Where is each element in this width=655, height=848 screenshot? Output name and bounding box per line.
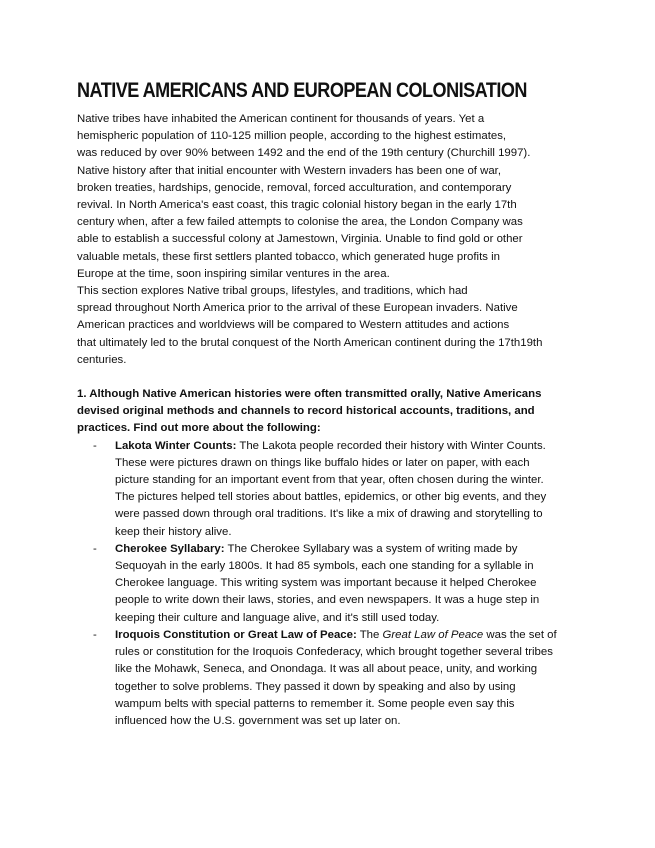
bullet-line: Cherokee language. This writing system was important because it helped Cherokee xyxy=(115,577,537,590)
bullet-line: keep their history alive. xyxy=(115,525,232,538)
intro-line: American practices and worldviews will be compared to Western attitudes and actions xyxy=(77,319,510,332)
bullet-line: people to write down their laws, stories, and even newspapers. It was a huge step in xyxy=(115,594,540,607)
intro-line: revival. In North America's east coast, this tragic colonial history began in the early 17th xyxy=(77,199,517,212)
bullet-line: like the Mohawk, Seneca, and Onondaga. It was all about peace, unity, and working xyxy=(115,663,538,676)
bullet-dash: - xyxy=(93,628,97,641)
paragraph-gap xyxy=(77,369,577,386)
bullet-italic-text: Great Law of Peace xyxy=(382,628,484,641)
intro-line: was reduced by over 90% between 1492 and the end of the 19th century (Churchill 1997). xyxy=(77,147,531,160)
bullet-line: The pictures helped tell stories about battles, epidemics, or other big events, and they xyxy=(115,491,547,504)
intro-line: century when, after a few failed attempts to colonise the area, the London Company was xyxy=(77,216,523,229)
bullet-line: together to solve problems. They passed it down by speaking and also by using xyxy=(115,680,516,693)
intro-paragraph xyxy=(77,111,577,369)
intro-line: broken treaties, hardships, genocide, removal, forced acculturation, and contemporary xyxy=(77,181,512,194)
bullet-list xyxy=(77,438,577,730)
bullet-line: were passed down through oral traditions. It's like a mix of drawing and storytelling to xyxy=(115,508,543,521)
bullet-line: Sequoyah in the early 1800s. It had 85 symbols, each one standing for a syllable in xyxy=(115,560,534,573)
bullet-text: was the set of xyxy=(483,628,557,641)
bullet-text: The xyxy=(356,628,383,641)
intro-line: that ultimately led to the brutal conquest of the North American continent during the 17th19th xyxy=(77,336,543,349)
intro-line: Native history after that initial encounter with Western invaders has been one of war, xyxy=(77,164,502,177)
intro-line: Native tribes have inhabited the American continent for thousands of years. Yet a xyxy=(77,113,485,125)
intro-line: This section explores Native tribal groups, lifestyles, and traditions, which had xyxy=(77,285,468,298)
bullet-term: Lakota Winter Counts: xyxy=(115,439,237,452)
bullet-line: wampum belts with special patterns to remember it. Some people even say this xyxy=(115,697,515,710)
bullet-text: The Cherokee Syllabary was a system of writing made by xyxy=(224,542,518,555)
bullet-line: influenced how the U.S. government was set up later on. xyxy=(115,714,401,727)
document-page xyxy=(77,78,577,730)
bullet-dash: - xyxy=(93,542,97,555)
question-line: 1. Although Native American histories were often transmitted orally, Native Americans xyxy=(77,388,542,401)
intro-line: centuries. xyxy=(77,353,127,366)
question-line: devised original methods and channels to record historical accounts, traditions, and xyxy=(77,405,535,418)
bullet-text: The Lakota people recorded their history with Winter Counts. xyxy=(236,439,546,452)
bullet-first-line xyxy=(115,438,577,455)
intro-line: Europe at the time, soon inspiring similar ventures in the area. xyxy=(77,267,390,280)
question-line: practices. Find out more about the following: xyxy=(77,422,321,435)
bullet-term: Iroquois Constitution or Great Law of Peace: xyxy=(115,628,357,641)
bullet-first-line xyxy=(115,541,577,558)
bullet-dash: - xyxy=(93,439,97,452)
list-item-iroquois xyxy=(77,627,577,730)
intro-line: able to establish a successful colony at Jamestown, Virginia. Unable to find gold or other xyxy=(77,233,523,246)
bullet-first-line xyxy=(115,627,577,644)
page-title: NATIVE AMERICANS AND EUROPEAN COLONISATION xyxy=(77,79,527,102)
bullet-line: rules or constitution for the Iroquois Confederacy, which brought together several tribes xyxy=(115,646,553,659)
bullet-term: Cherokee Syllabary: xyxy=(115,542,225,555)
intro-line: valuable metals, these first settlers planted tobacco, which generated huge profits in xyxy=(77,250,500,263)
intro-line: spread throughout North America prior to the arrival of these European invaders. Native xyxy=(77,302,518,315)
intro-line: hemispheric population of 110-125 million people, according to the highest estimates, xyxy=(77,130,507,143)
bullet-line: These were pictures drawn on things like buffalo hides or later on paper, with each xyxy=(115,456,530,469)
bullet-line: keeping their culture and language alive, and it's still used today. xyxy=(115,611,440,624)
bullet-line: picture standing for an important event from that year, often chosen during the winter. xyxy=(115,474,544,487)
list-item-lakota xyxy=(77,438,577,541)
list-item-cherokee xyxy=(77,541,577,627)
question-heading xyxy=(77,386,577,438)
